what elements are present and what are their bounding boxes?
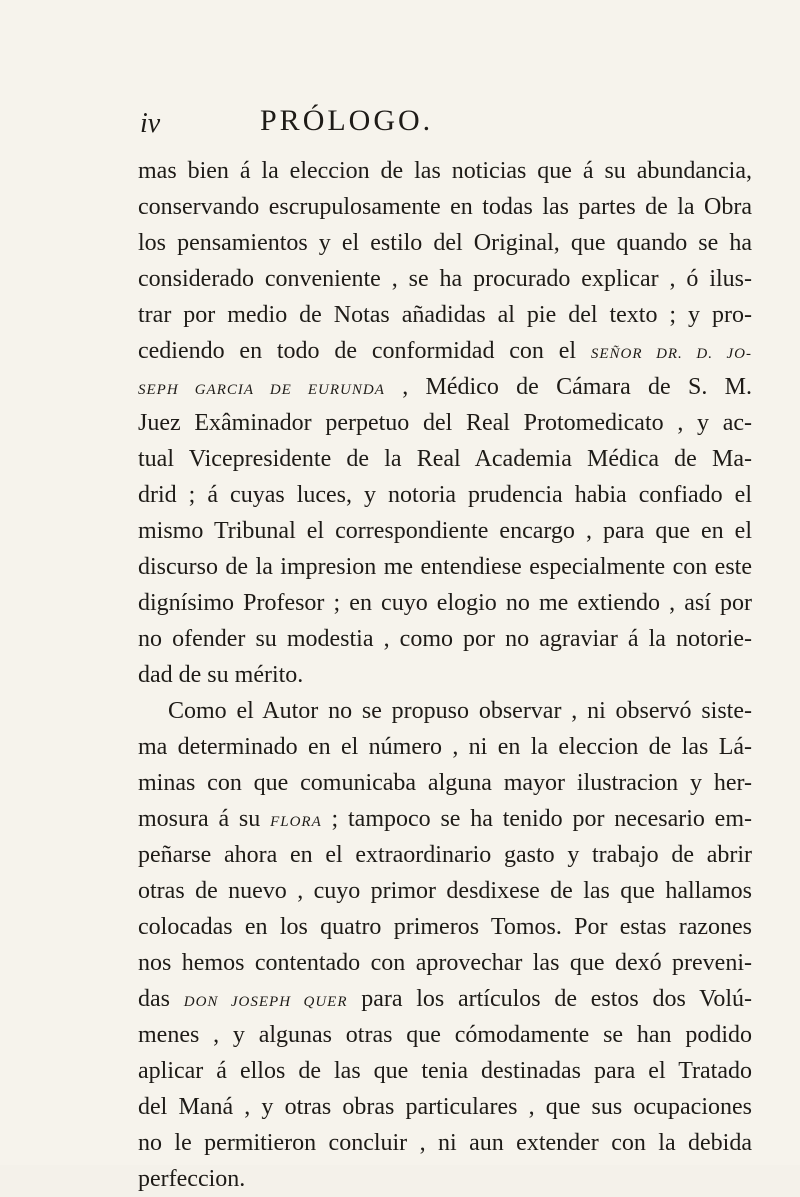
- text-line: dad de su mérito.: [138, 662, 304, 688]
- text-line: Como el Autor no se propuso observar , ni observó siste-: [168, 698, 752, 724]
- text-line: del Maná , y otras obras particulares , que sus ocupaciones: [138, 1094, 752, 1120]
- text-line: los pensamientos y el estilo del Original, que quando se ha: [138, 230, 752, 256]
- text-line: cediendo en todo de conformidad con el SEÑOR DR. D. JO-: [138, 338, 752, 364]
- text-line: conservando escrupulosamente en todas las partes de la Obra: [138, 194, 752, 220]
- text-line: tual Vicepresidente de la Real Academia Médica de Ma-: [138, 446, 752, 472]
- text-line: discurso de la impresion me entendiese especialmente con este: [138, 554, 752, 580]
- text-line: ma determinado en el número , ni en la eleccion de las Lá-: [138, 734, 752, 760]
- text-line: dignísimo Profesor ; en cuyo elogio no me extiendo , así por: [138, 590, 752, 616]
- text-line: Juez Exâminador perpetuo del Real Protomedicato , y ac-: [138, 410, 752, 436]
- small-caps-name: SEÑOR DR. D. JO-: [590, 346, 752, 362]
- text-line: mosura á su FLORA ; tampoco se ha tenido por necesario em-: [138, 806, 752, 832]
- running-head: PRÓLOGO.: [260, 104, 434, 137]
- text-line: minas con que comunicaba alguna mayor ilustracion y her-: [138, 770, 752, 796]
- text-line: considerado conveniente , se ha procurado explicar , ó ilus-: [138, 266, 752, 292]
- text-line: das DON JOSEPH QUER para los artículos de estos dos Volú-: [138, 986, 752, 1012]
- body-text: [138, 153, 752, 1197]
- text-line: SEPH GARCIA DE EURUNDA , Médico de Cámara de S. M.: [138, 374, 752, 400]
- text-line: colocadas en los quatro primeros Tomos. Por estas razones: [138, 914, 752, 940]
- text-line: peñarse ahora en el extraordinario gasto y trabajo de abrir: [138, 842, 752, 868]
- text-line: nos hemos contentado con aprovechar las que dexó preveni-: [138, 950, 752, 976]
- text-line: mas bien á la eleccion de las noticias que á su abundancia,: [138, 158, 752, 184]
- text-line: menes , y algunas otras que cómodamente se han podido: [138, 1022, 752, 1048]
- text-line: drid ; á cuyas luces, y notoria prudencia habia confiado el: [138, 482, 752, 508]
- small-caps-name: SEPH GARCIA DE EURUNDA: [138, 382, 385, 398]
- text-line: trar por medio de Notas añadidas al pie del texto ; y pro-: [138, 302, 752, 328]
- text-line: perfeccion.: [138, 1166, 246, 1192]
- text-line: otras de nuevo , cuyo primor desdixese de las que hallamos: [138, 878, 752, 904]
- text-line: no le permitieron concluir , ni aun extender con la debida: [138, 1130, 752, 1156]
- text-line: no ofender su modestia , como por no agraviar á la notorie-: [138, 626, 752, 652]
- text-line: mismo Tribunal el correspondiente encargo , para que en el: [138, 518, 752, 544]
- text-line: aplicar á ellos de las que tenia destinadas para el Tratado: [138, 1058, 752, 1084]
- small-caps-title: FLORA: [270, 814, 322, 830]
- small-caps-name: DON JOSEPH QUER: [183, 994, 348, 1010]
- page-number: iv: [140, 108, 161, 139]
